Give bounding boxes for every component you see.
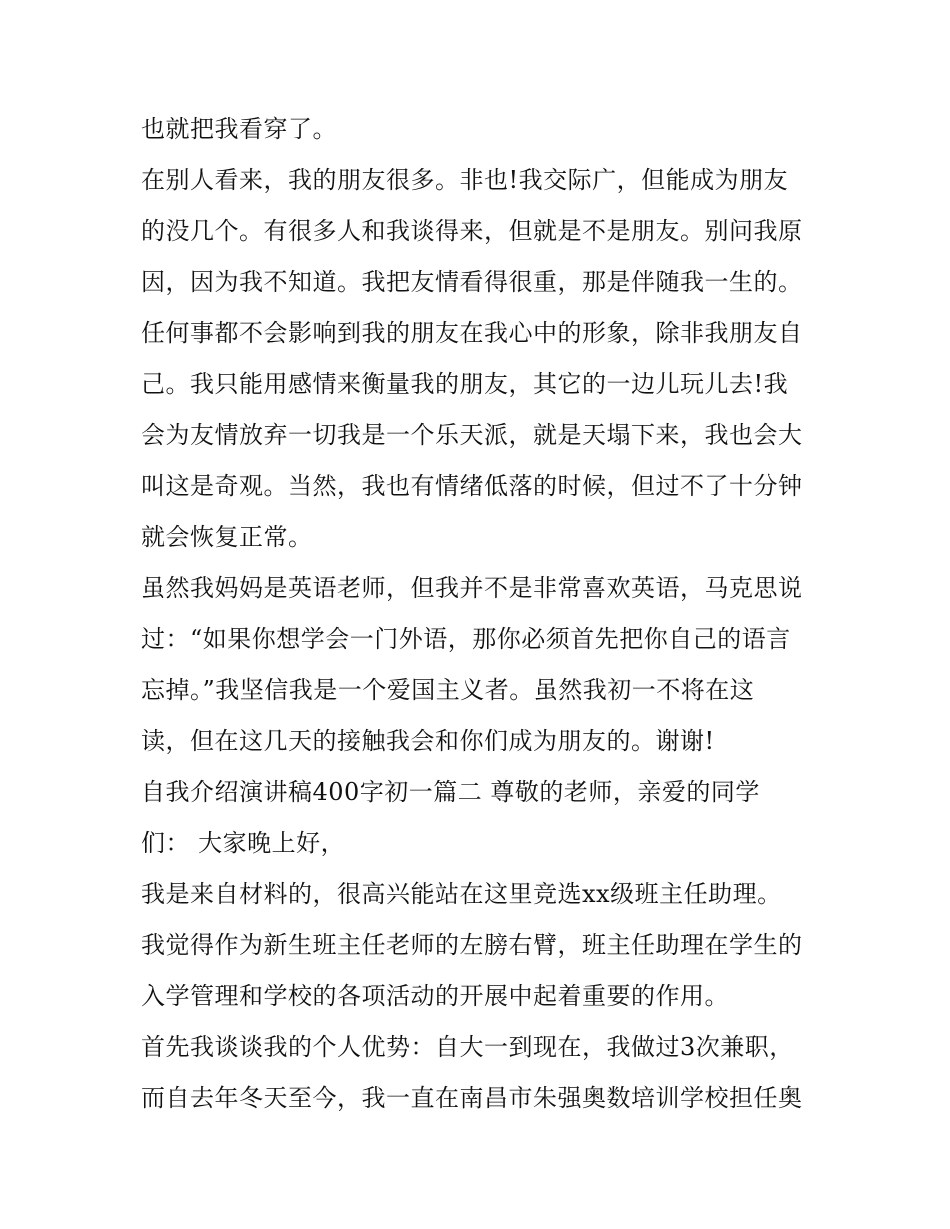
text-line: 们： 大家晚上好，: [141, 829, 346, 857]
text-line: 的没几个。有很多人和我谈得来，但就是不是朋友。别问我原: [141, 217, 803, 245]
text-line: 我是来自材料的，很高兴能站在这里竞选xx级班主任助理。: [141, 880, 782, 908]
text-line: 而自去年冬天至今，我一直在南昌市朱强奥数培训学校担任奥: [141, 1084, 803, 1112]
text-line: 入学管理和学校的各项活动的开展中起着重要的作用。: [141, 982, 729, 1010]
text-line: 在别人看来，我的朋友很多。非也!我交际广，但能成为朋友: [141, 166, 789, 194]
text-line: 我觉得作为新生班主任老师的左膀右臂，班主任助理在学生的: [141, 931, 803, 959]
text-line: 己。我只能用感情来衡量我的朋友，其它的一边儿玩儿去!我: [141, 370, 789, 398]
text-line: 因，因为我不知道。我把友情看得很重，那是伴随我一生的。: [141, 268, 803, 296]
text-line: 会为友情放弃一切我是一个乐天派，就是天塌下来，我也会大: [141, 421, 803, 449]
text-line: 虽然我妈妈是英语老师，但我并不是非常喜欢英语，马克思说: [141, 574, 803, 602]
text-line: 叫这是奇观。当然，我也有情绪低落的时候，但过不了十分钟: [141, 472, 803, 500]
text-line: 就会恢复正常。: [141, 523, 313, 551]
text-line: 自我介绍演讲稿400字初一篇二 尊敬的老师，亲爱的同学: [141, 778, 760, 806]
text-line: 忘掉。”我坚信我是一个爱国主义者。虽然我初一不将在这: [141, 676, 755, 704]
text-line: 过：“如果你想学会一门外语，那你必须首先把你自己的语言: [141, 625, 791, 653]
text-line: 首先我谈谈我的个人优势：自大一到现在，我做过3次兼职，: [141, 1033, 794, 1061]
text-line: 读，但在这几天的接触我会和你们成为朋友的。谢谢!: [141, 727, 715, 755]
text-line: 任何事都不会影响到我的朋友在我心中的形象，除非我朋友自: [141, 319, 803, 347]
text-line: 也就把我看穿了。: [141, 115, 337, 143]
